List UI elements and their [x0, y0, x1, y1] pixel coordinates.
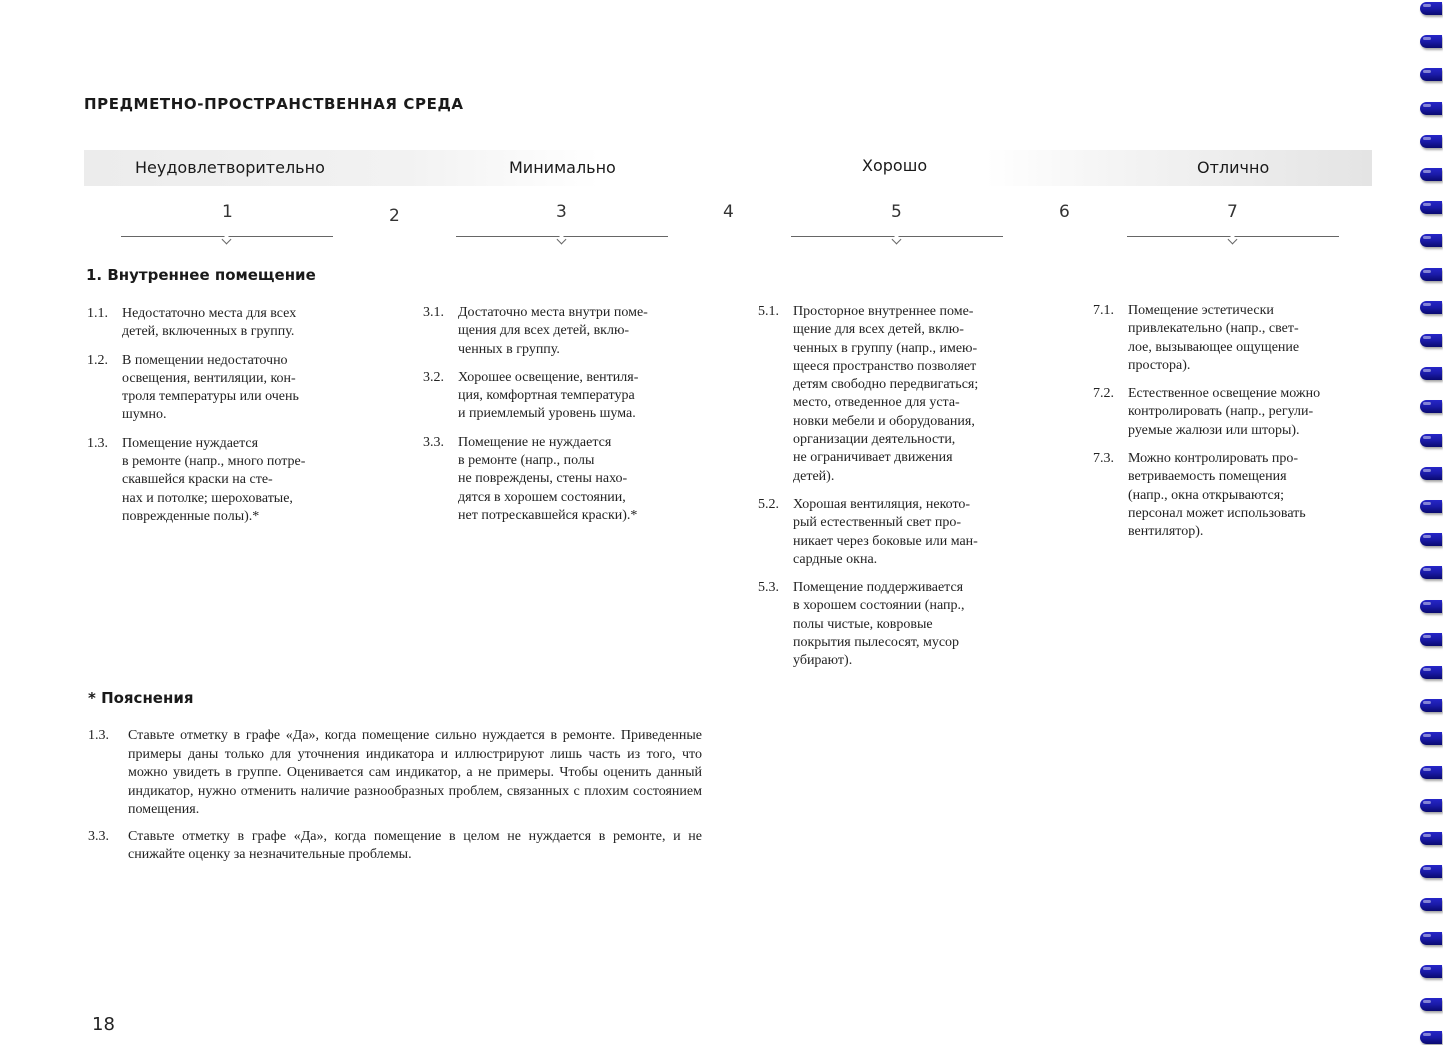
indicator-text-line: нет потрескавшейся краски).* — [458, 507, 638, 523]
indicator-text-line: Помещение эстетически — [1128, 303, 1274, 318]
indicator-item — [87, 435, 387, 526]
indicator-text-line: Естественное освещение можно — [1128, 386, 1321, 402]
indicator-item — [758, 496, 1058, 569]
indicator-text-line: поврежденные полы).* — [122, 508, 260, 524]
indicator-item — [87, 352, 387, 425]
binding-ring — [1420, 566, 1442, 579]
indicator-text-line: персонал может использовать — [1128, 505, 1306, 521]
indicator-number: 3.1. — [423, 305, 444, 320]
note-number: 3.3. — [88, 828, 109, 844]
indicator-text-line: не ограничивает движения — [793, 450, 953, 466]
indicator-number: 5.3. — [758, 580, 779, 596]
scale-bracket-5 — [791, 236, 1003, 237]
indicator-text-line: щееся пространство позволяет — [793, 358, 977, 374]
indicator-number: 3.2. — [423, 369, 444, 385]
indicator-text-line: ция, комфортная температура — [458, 388, 635, 404]
note-text: Ставьте отметку в графе «Да», когда помещение в целом не нуждается в ремонте, и не снижайте оценку за незначительные проблемы. — [128, 828, 702, 862]
indicator-item — [423, 434, 723, 525]
indicator-text-line: детей). — [793, 468, 835, 484]
indicator-item — [1093, 302, 1393, 375]
indicator-text-line: Можно контролировать про- — [1128, 451, 1299, 467]
binding-ring — [1420, 68, 1442, 81]
scale-number-2: 2 — [389, 206, 400, 226]
indicator-text-line: ченных в группу. — [458, 341, 560, 357]
indicator-number: 1.1. — [87, 306, 108, 321]
section-title: ПРЕДМЕТНО-ПРОСТРАНСТВЕННАЯ СРЕДА — [84, 95, 464, 113]
indicator-text-line: щения для всех детей, вклю- — [458, 323, 630, 339]
indicator-text-line: шумно. — [122, 407, 167, 423]
binding-ring — [1420, 600, 1442, 613]
indicator-text-line: в хорошем состоянии (напр., — [793, 598, 965, 614]
indicator-text-line: в ремонте (напр., много потре- — [122, 454, 306, 470]
indicator-item — [423, 304, 723, 359]
indicator-text-line: никает через боковые или ман- — [793, 533, 978, 549]
page-number: 18 — [92, 1014, 115, 1035]
rating-good: Хорошо — [862, 156, 928, 175]
indicator-text-line: рый естественный свет про- — [793, 515, 962, 531]
indicator-text-line: вентилятор). — [1128, 524, 1204, 540]
indicator-number: 5.2. — [758, 496, 779, 512]
indicator-item — [758, 303, 1058, 486]
notes-heading: * Пояснения — [88, 689, 194, 707]
indicator-text-line: (напр., окна открываются; — [1128, 487, 1285, 503]
indicator-text-line: Помещение нуждается — [122, 435, 259, 451]
binding-ring — [1420, 865, 1442, 878]
binding-ring — [1420, 201, 1442, 214]
indicator-text-line: нах и потолке; шероховатые, — [122, 490, 293, 506]
indicators-column-1 — [87, 305, 387, 536]
binding-ring — [1420, 168, 1442, 181]
indicator-text-line: скавшейся краски на сте- — [122, 472, 273, 488]
indicator-number: 5.1. — [758, 304, 779, 319]
binding-ring — [1420, 334, 1442, 347]
binding-ring — [1420, 268, 1442, 281]
indicator-number: 7.3. — [1093, 451, 1114, 467]
indicator-text-line: контролировать (напр., регули- — [1128, 404, 1314, 420]
binding-ring — [1420, 234, 1442, 247]
indicator-text-line: Помещение не нуждается — [458, 434, 612, 450]
binding-ring — [1420, 799, 1442, 812]
binding-ring — [1420, 135, 1442, 148]
indicators-column-3 — [423, 304, 723, 535]
indicator-text-line: В помещении недостаточно — [122, 352, 288, 368]
indicator-text-line: Хорошее освещение, вентиля- — [458, 369, 639, 385]
indicator-text-line: Просторное внутреннее поме- — [793, 304, 974, 319]
indicator-text-line: ченных в группу (напр., имею- — [793, 340, 978, 356]
rating-unsatisfactory: Неудовлетворительно — [135, 158, 325, 177]
indicators-column-7 — [1093, 302, 1393, 552]
indicator-text-line: покрытия пылесосят, мусор — [793, 635, 960, 651]
indicator-item — [758, 579, 1058, 670]
binding-ring — [1420, 35, 1442, 48]
indicator-number: 7.2. — [1093, 386, 1114, 402]
binding-ring — [1420, 998, 1442, 1011]
indicator-number: 3.3. — [423, 434, 444, 450]
indicator-text-line: Недостаточно места для всех — [122, 306, 297, 321]
indicator-text-line: ветриваемость помещения — [1128, 469, 1287, 485]
binding-ring — [1420, 400, 1442, 413]
note-number: 1.3. — [88, 728, 109, 743]
indicator-item — [1093, 450, 1393, 541]
binding-ring — [1420, 699, 1442, 712]
indicator-text-line: троля температуры или очень — [122, 389, 299, 405]
note-text: Ставьте отметку в графе «Да», когда помещение сильно нуждается в ремонте. Приведенные примеры даны только для уточнения индикатора и иллюстрируют лишь часть из того, что можно увидеть в группе. Оценивается сам индикатор, а не примеры. Чтобы оценить данный индикатор, нужно отменить наличие разнообразных проблем, связанных с плохим состоянием помещения. — [128, 728, 702, 817]
binding-ring — [1420, 932, 1442, 945]
indicator-text-line: Помещение поддерживается — [793, 580, 964, 596]
indicator-text-line: Хорошая вентиляция, некото- — [793, 496, 971, 512]
binding-ring — [1420, 633, 1442, 646]
scale-bracket-1 — [121, 236, 333, 237]
binding-ring — [1420, 666, 1442, 679]
indicator-text-line: организации деятельности, — [793, 432, 956, 448]
indicator-text-line: и приемлемый уровень шума. — [458, 406, 636, 422]
binding-ring — [1420, 301, 1442, 314]
binding-ring — [1420, 533, 1442, 546]
scale-number-3: 3 — [556, 202, 567, 222]
scale-bracket-7 — [1127, 236, 1339, 237]
indicator-number: 7.1. — [1093, 303, 1114, 318]
scale-number-4: 4 — [723, 202, 734, 222]
indicator-item — [87, 305, 387, 342]
rating-excellent: Отлично — [1197, 158, 1270, 177]
indicators-column-5 — [758, 303, 1058, 681]
scale-number-1: 1 — [222, 202, 233, 222]
indicator-text-line: новки мебели и оборудования, — [793, 413, 975, 429]
indicator-text-line: в ремонте (напр., полы — [458, 453, 595, 469]
binding-ring — [1420, 832, 1442, 845]
binding-ring — [1420, 2, 1442, 15]
scale-number-6: 6 — [1059, 202, 1070, 222]
binding-ring — [1420, 965, 1442, 978]
binding-ring — [1420, 367, 1442, 380]
binding-ring — [1420, 1031, 1442, 1044]
binding-ring — [1420, 102, 1442, 115]
indicator-text-line: детей, включенных в группу. — [122, 324, 295, 340]
indicator-text-line: освещения, вентиляции, кон- — [122, 370, 296, 386]
indicator-number: 1.2. — [87, 352, 108, 368]
binding-ring — [1420, 434, 1442, 447]
note-item — [88, 727, 702, 820]
binding-ring — [1420, 500, 1442, 513]
indicator-text-line: полы чистые, ковровые — [793, 616, 933, 632]
spiral-binding — [1408, 0, 1443, 1045]
notes-list — [88, 727, 702, 873]
indicator-text-line: лое, вызывающее ощущение — [1128, 339, 1300, 355]
binding-ring — [1420, 467, 1442, 480]
indicator-text-line: привлекательно (напр., свет- — [1128, 321, 1299, 337]
indicator-number: 1.3. — [87, 435, 108, 451]
rating-minimal: Минимально — [509, 158, 616, 177]
scale-number-7: 7 — [1227, 202, 1238, 222]
indicator-text-line: Достаточно места внутри поме- — [458, 305, 648, 320]
indicator-item — [423, 369, 723, 424]
scale-bracket-3 — [456, 236, 668, 237]
indicator-text-line: простора). — [1128, 357, 1191, 373]
indicator-text-line: место, отведенное для уста- — [793, 395, 960, 411]
indicator-text-line: сардные окна. — [793, 551, 878, 567]
indicator-text-line: руемые жалюзи или шторы). — [1128, 422, 1300, 438]
binding-ring — [1420, 898, 1442, 911]
note-item — [88, 828, 702, 865]
indicator-text-line: детям свободно передвигаться; — [793, 377, 979, 393]
binding-ring — [1420, 732, 1442, 745]
subsection-heading: 1. Внутреннее помещение — [86, 266, 316, 284]
scale-number-5: 5 — [891, 202, 902, 222]
indicator-text-line: не повреждены, стены нахо- — [458, 471, 628, 487]
binding-ring — [1420, 766, 1442, 779]
indicator-text-line: щение для всех детей, вклю- — [793, 322, 964, 338]
indicator-text-line: убирают). — [793, 653, 853, 669]
indicator-text-line: дятся в хорошем состоянии, — [458, 489, 626, 505]
indicator-item — [1093, 385, 1393, 440]
